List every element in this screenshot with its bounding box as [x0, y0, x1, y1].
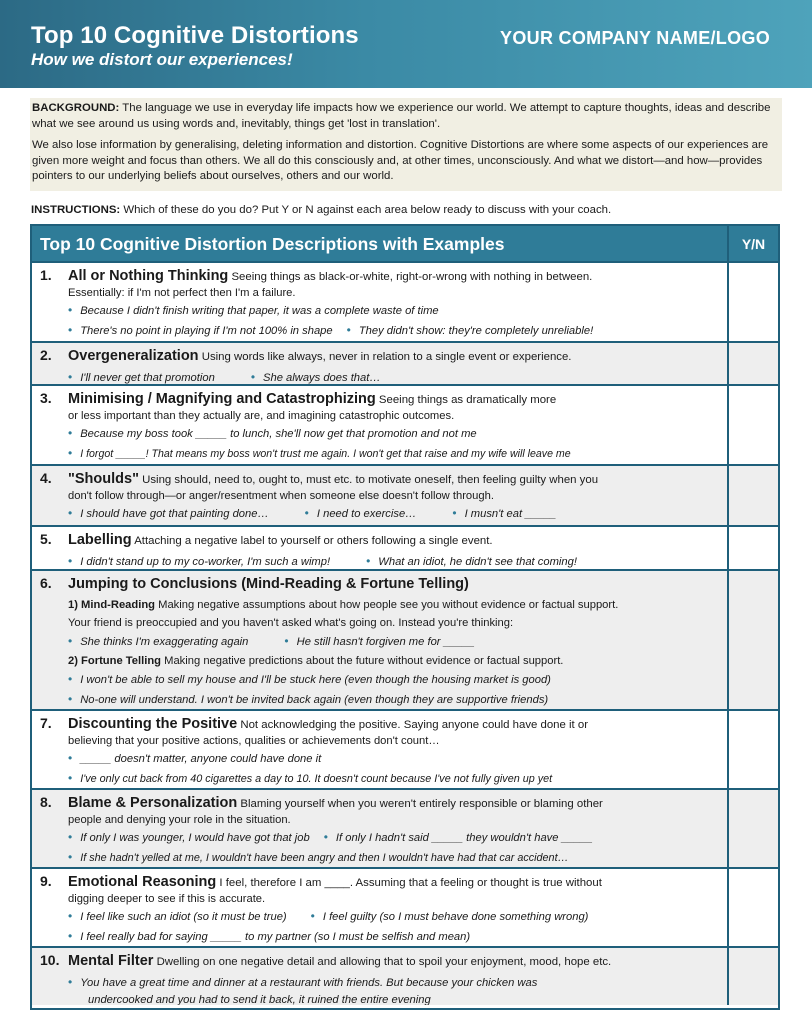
distortion-desc-cont: digging deeper to see if this is accurate. [68, 892, 266, 905]
distortion-name: Labelling [68, 532, 132, 548]
example-bullet: • She thinks I'm exaggerating again [68, 636, 248, 648]
row-number: 2. [40, 347, 52, 363]
distortion-5 [32, 527, 729, 569]
distortions-table [30, 224, 780, 1010]
example-bullet: • I musn't eat _____ [452, 508, 556, 520]
header-banner [0, 0, 812, 88]
distortion-4 [32, 466, 729, 525]
example-bullet: • Because I didn't finish writing that paper, it was a complete waste of time [68, 305, 439, 317]
table-row [32, 788, 778, 867]
distortion-desc: Attaching a negative label to yourself or others following a single event. [134, 535, 493, 547]
table-header [32, 226, 778, 261]
subtype-mind-reading [40, 596, 721, 614]
yn-answer-cell[interactable] [729, 948, 778, 1005]
table-row [32, 464, 778, 525]
yn-answer-cell[interactable] [729, 343, 778, 384]
distortion-2 [32, 343, 729, 384]
subtype-label: 1) Mind-Reading [68, 598, 156, 611]
distortion-desc: Seeing things as dramatically more [378, 394, 557, 406]
example-bullet: • I feel guilty (so I must behave done something wrong) [311, 911, 589, 923]
yn-answer-cell[interactable] [729, 711, 778, 788]
table-header-title: Top 10 Cognitive Distortion Descriptions with Examples [32, 226, 729, 261]
example-bullet: • I won't be able to sell my house and I'll be stuck here (even though the housing market is good) [68, 674, 551, 686]
row-number: 6. [40, 575, 52, 591]
table-row [32, 261, 778, 341]
example-bullet: • I need to exercise… [305, 508, 417, 520]
table-row [32, 569, 778, 709]
distortion-desc: Not acknowledging the positive. Saying anyone could have done it or [240, 719, 589, 731]
distortion-name: Minimising / Magnifying and Catastrophizing [68, 391, 376, 407]
example-bullet: • They didn't show: they're completely unreliable! [347, 325, 594, 337]
yn-header: Y/N [741, 236, 766, 252]
example-bullet: • I should have got that painting done… [68, 508, 269, 520]
row-number: 3. [40, 390, 52, 406]
example-bullet: • What an idiot, he didn't see that coming! [366, 556, 577, 568]
distortion-name: "Shoulds" [68, 471, 139, 487]
yn-answer-cell[interactable] [729, 571, 778, 709]
yn-answer-cell[interactable] [729, 263, 778, 341]
row-number: 4. [40, 470, 52, 486]
example-bullet: • If only I hadn't said _____ they wouldn't have _____ [324, 832, 593, 844]
distortion-desc: I feel, therefore I am ____. Assuming that a feeling or thought is true without [219, 877, 602, 889]
subtype-desc-cont: Your friend is preoccupied and you haven't asked what's going on. Instead you're thinking: [68, 616, 514, 629]
background-paragraph-1 [32, 101, 780, 132]
yn-answer-cell[interactable] [729, 869, 778, 946]
subtype-label: 2) Fortune Telling [68, 654, 162, 667]
example-bullet: • I didn't stand up to my co-worker, I'm such a wimp! [68, 556, 330, 568]
example-bullet: • If only I was younger, I would have got that job [68, 832, 310, 844]
distortion-desc: Blaming yourself when you weren't entirely responsible or blaming other [240, 798, 603, 810]
yn-answer-cell[interactable] [729, 790, 778, 867]
distortion-1 [32, 263, 729, 341]
instructions-label: INSTRUCTIONS: [31, 204, 121, 216]
background-text-1: The language we use in everyday life impacts how we experience our world. We attempt to capture thoughts, ideas and describe what we see around us using words and, inevitably, things get 'lost in translation'. [32, 102, 771, 130]
example-bullet: • I feel really bad for saying _____ to my partner (so I must be selfish and mean) [68, 931, 470, 943]
table-row [32, 525, 778, 569]
example-bullet-cont: undercooked and you had to send it back, it ruined the entire evening [88, 993, 431, 1005]
distortion-6 [32, 571, 729, 709]
example-bullet: • I forgot _____! That means my boss won't trust me again. I won't get that raise and my wife will leave me [68, 448, 571, 460]
table-row [32, 709, 778, 788]
distortion-name: All or Nothing Thinking [68, 268, 229, 284]
example-bullet: • He still hasn't forgiven me for _____ [284, 636, 474, 648]
distortion-name: Mental Filter [68, 953, 154, 969]
example-bullet: • If she hadn't yelled at me, I wouldn't have been angry and then I wouldn't have had that car accident… [68, 852, 568, 864]
distortion-7 [32, 711, 729, 788]
subtype-desc: Making negative predictions about the future without evidence or factual support. [164, 654, 564, 667]
example-bullet: • I've only cut back from 40 cigarettes a day to 10. It doesn't count because I've not fully given up yet [68, 773, 552, 785]
row-number: 9. [40, 873, 52, 889]
distortion-desc: Using words like always, never in relation to a single event or experience. [201, 351, 572, 363]
distortion-8 [32, 790, 729, 867]
row-number: 8. [40, 794, 52, 810]
distortion-desc-cont: believing that your positive actions, qualities or achievements don't count… [68, 734, 440, 747]
table-row [32, 867, 778, 946]
example-bullet: • Because my boss took _____ to lunch, she'll now get that promotion and not me [68, 428, 477, 440]
page-title: Top 10 Cognitive Distortions [31, 22, 359, 49]
example-bullet: • _____ doesn't matter, anyone could have done it [68, 753, 321, 765]
example-bullet: • No-one will understand. I won't be invited back again (even though they are supportive friends) [68, 694, 548, 706]
yn-answer-cell[interactable] [729, 386, 778, 464]
example-bullet: • I feel like such an idiot (so it must be true) [68, 911, 287, 923]
row-number: 7. [40, 715, 52, 731]
distortion-desc-cont: Essentially: if I'm not perfect then I'm a failure. [68, 286, 296, 299]
distortion-desc-cont: or less important than they actually are, and imagining catastrophic outcomes. [68, 409, 455, 422]
background-paragraph-2: We also lose information by generalising, deleting information and distortion. Cognitive Distortions are where some aspects of our experiences are given more weight and focus than others. We all do this consciously and, at other times, unconsciously. And what we distort—and how—provides pointers to our underlying beliefs about ourselves, others and our world. [32, 139, 769, 182]
table-row [32, 341, 778, 384]
distortion-10 [32, 948, 729, 1005]
row-number: 1. [40, 267, 52, 283]
example-bullet: • I'll never get that promotion [68, 372, 215, 384]
page-subtitle: How we distort our experiences! [31, 50, 293, 69]
distortion-name: Blame & Personalization [68, 795, 238, 811]
distortion-name: Emotional Reasoning [68, 874, 217, 890]
background-section [30, 98, 782, 191]
instructions [31, 204, 611, 216]
distortion-name: Overgeneralization [68, 348, 199, 364]
distortion-desc-cont: people and denying your role in the situation. [68, 813, 291, 826]
subtype-fortune-telling [40, 652, 721, 670]
yn-answer-cell[interactable] [729, 527, 778, 569]
distortion-desc: Dwelling on one negative detail and allowing that to spoil your enjoyment, mood, hope etc. [156, 956, 612, 968]
distortion-desc: Seeing things as black-or-white, right-or-wrong with nothing in between. [231, 271, 593, 283]
table-row [32, 946, 778, 1005]
distortion-desc-cont: don't follow through—or anger/resentment when someone else doesn't follow through. [68, 489, 494, 502]
distortion-desc: Using should, need to, ought to, must etc. to motivate oneself, then feeling guilty when you [142, 474, 599, 486]
yn-answer-cell[interactable] [729, 466, 778, 525]
distortion-3 [32, 386, 729, 464]
example-bullet: • You have a great time and dinner at a restaurant with friends. But because your chicken was [68, 977, 537, 989]
distortion-name: Jumping to Conclusions (Mind-Reading & Fortune Telling) [68, 576, 469, 592]
distortion-9 [32, 869, 729, 946]
subtype-desc: Making negative assumptions about how people see you without evidence or factual support. [158, 598, 619, 611]
company-logo-placeholder: YOUR COMPANY NAME/LOGO [500, 28, 770, 48]
row-number: 5. [40, 531, 52, 547]
example-bullet: • There's no point in playing if I'm not 100% in shape [68, 325, 333, 337]
row-number: 10. [40, 952, 60, 968]
example-bullet: • She always does that… [251, 372, 381, 384]
distortion-name: Discounting the Positive [68, 716, 238, 732]
instructions-text: Which of these do you do? Put Y or N against each area below ready to discuss with your coach. [123, 204, 612, 216]
table-row [32, 384, 778, 464]
background-label: BACKGROUND: [32, 102, 120, 114]
